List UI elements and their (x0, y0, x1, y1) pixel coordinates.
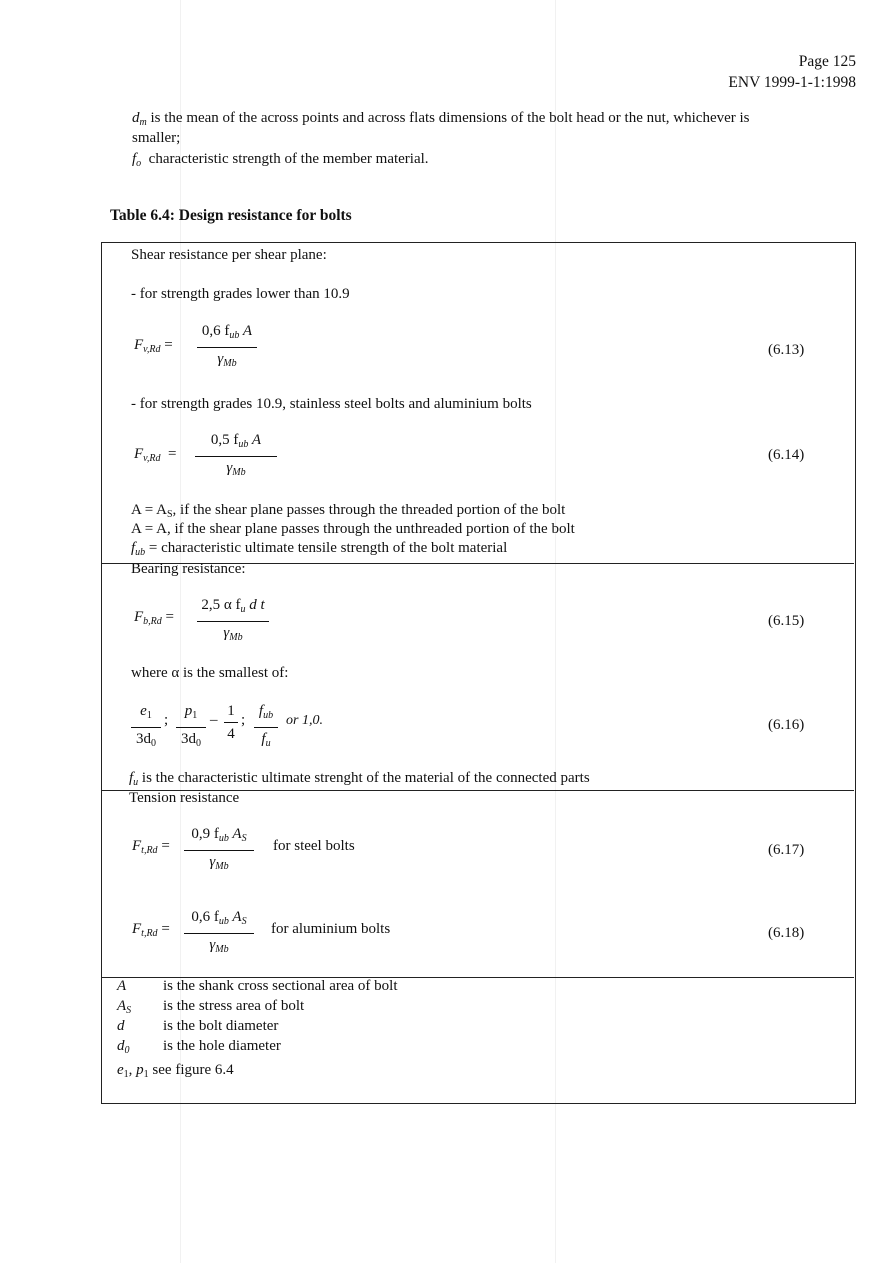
dm-text-cont: smaller; (132, 130, 181, 146)
dm-text: is the mean of the across points and across flats dimensions of the bolt head or the nut, whichever is (150, 110, 750, 126)
dm-subscript: m (139, 117, 147, 128)
eq-6-16-sep: ; (241, 712, 246, 728)
eq-6-14-fraction: 0,5 $f_{ub}$ A $\gamma_{Mb}$ (195, 431, 277, 482)
fo-text: characteristic strength of the member material. (148, 151, 429, 167)
fo-definition (132, 151, 429, 169)
eq-6-18-note: for aluminium bolts (271, 921, 391, 937)
eq-6-16-sep: ; (164, 712, 169, 728)
eq-6-16-frac-p1: $p_1$ $3d_0$ (176, 702, 206, 753)
eq-6-16-frac-fub-fu: $f_{ub}$ $f_u$ (254, 702, 278, 753)
table-title: Table 6.4: Design resistance for bolts (110, 207, 352, 224)
eq-6-17-fraction: 0,9 $f_{ub}$ $A_S$ $\gamma_{Mb}$ (184, 825, 254, 876)
eq-6-16-frac-e1: $e_1$ $3d_0$ (131, 702, 161, 753)
standard-reference: ENV 1999-1-1:1998 (728, 74, 856, 91)
shear-grade-high: - for strength grades 10.9, stainless steel bolts and aluminium bolts (131, 396, 532, 412)
tension-heading: Tension resistance (129, 790, 240, 806)
notation-item-e1-p1: $e_1$, $p_1$ see figure 6.4 (117, 1062, 234, 1080)
eq-6-18-number: (6.18) (768, 925, 805, 941)
eq-6-13-number: (6.13) (768, 342, 805, 358)
eq-6-15-number: (6.15) (768, 613, 805, 629)
eq-6-14-number: (6.14) (768, 447, 805, 463)
dm-symbol: d (132, 110, 140, 126)
eq-6-15-lhs: $F_{b,Rd}$ = (134, 609, 174, 627)
shear-def-as: $A = A_S$, if the shear plane passes through the threaded portion of the bolt (131, 502, 566, 520)
notation-item: $A_S$ is the stress area of bolt (117, 998, 305, 1016)
eq-6-13-fraction: 0,6 $f_{ub}$ A $\gamma_{Mb}$ (197, 322, 257, 373)
eq-6-17-lhs: $F_{t,Rd}$ = (132, 838, 170, 856)
bearing-heading: Bearing resistance: (131, 561, 246, 577)
eq-6-14-lhs: $F_{v,Rd}$ = (134, 446, 177, 464)
shear-def-fub: $f_{ub}$ = characteristic ultimate tensile strength of the bolt material (131, 540, 508, 558)
eq-6-15-fraction: 2,5 α $f_u$ d t $\gamma_{Mb}$ (197, 596, 269, 647)
dm-definition (132, 110, 750, 128)
eq-6-16-frac-quarter: 1 4 (224, 702, 238, 743)
eq-6-17-note: for steel bolts (273, 838, 355, 854)
eq-6-13-lhs: $F_{v,Rd}$ = (134, 337, 173, 355)
fo-symbol: f (132, 151, 137, 167)
bearing-where: where α is the smallest of: (131, 665, 289, 681)
shear-grade-low: - for strength grades lower than 10.9 (131, 286, 350, 302)
page-number: Page 125 (798, 53, 856, 70)
eq-6-16-minus: – (210, 712, 218, 728)
bearing-fu-definition: $f_u$ is the characteristic ultimate strenght of the material of the connected parts (129, 770, 590, 788)
shear-heading: Shear resistance per shear plane: (131, 247, 327, 263)
eq-6-16-number: (6.16) (768, 717, 805, 733)
notation-item: A is the shank cross sectional area of bolt (117, 978, 398, 994)
eq-6-17-number: (6.17) (768, 842, 805, 858)
eq-6-18-lhs: $F_{t,Rd}$ = (132, 921, 170, 939)
eq-6-16-tail: or 1,0. (286, 713, 323, 728)
notation-item: d is the bolt diameter (117, 1018, 279, 1034)
shear-def-a: A = A, if the shear plane passes through the unthreaded portion of the bolt (131, 521, 575, 537)
fo-subscript: o (136, 158, 142, 169)
notation-item: $d_0$ is the hole diameter (117, 1038, 281, 1056)
eq-6-18-fraction: 0,6 $f_{ub}$ $A_S$ $\gamma_{Mb}$ (184, 908, 254, 959)
